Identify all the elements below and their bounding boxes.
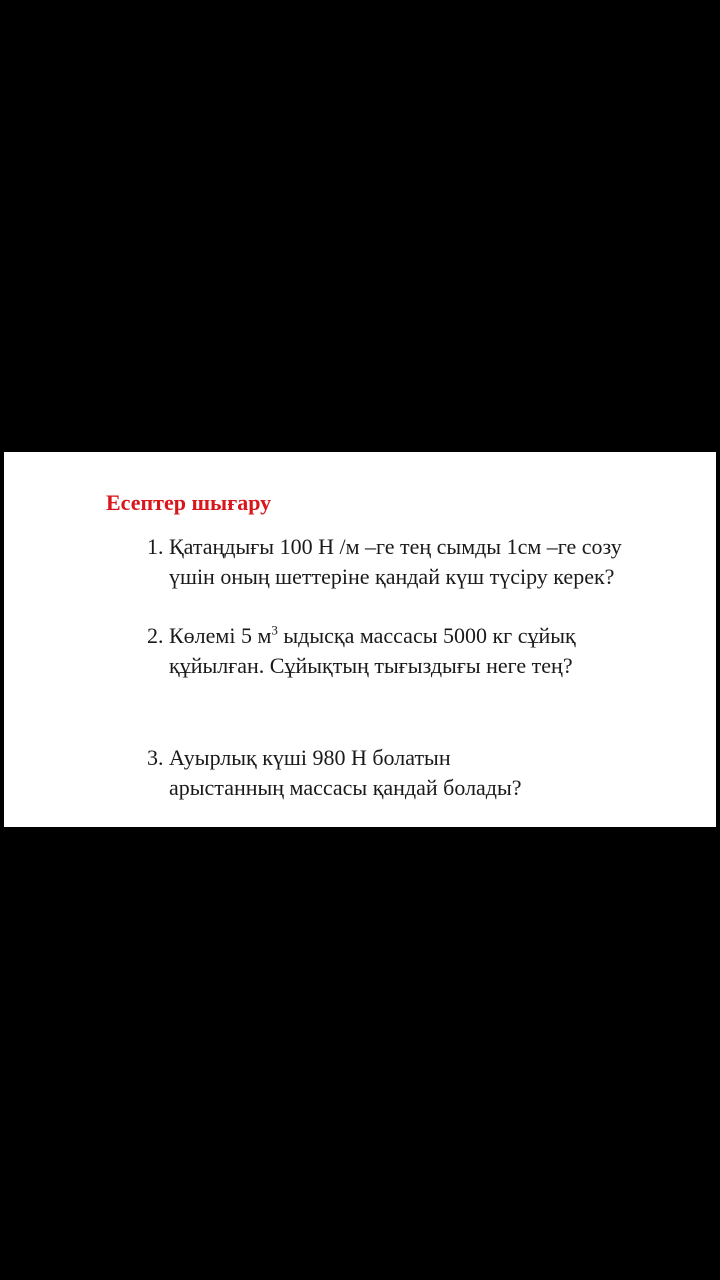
task-text-line: арыстанның массасы қандай болады? (169, 775, 522, 800)
task-number: 2. (147, 623, 164, 648)
task-text-line (147, 621, 707, 651)
task-item-3 (147, 743, 707, 803)
task-text-line: Қатаңдығы 100 Н /м –ге тең сымды 1см –ге созу (169, 534, 622, 559)
task-number: 3. (147, 745, 164, 770)
document-heading: Есептер шығару (106, 490, 272, 515)
task-text-segment: Көлемі 5 м (169, 623, 272, 648)
task-item-2 (147, 621, 707, 681)
task-text-segment: ыдысқа массасы 5000 кг сұйық (277, 623, 576, 648)
document-page (4, 452, 716, 827)
task-item-1 (147, 532, 707, 592)
task-text-line: үшін оның шеттеріне қандай күш түсіру керек? (169, 564, 615, 589)
superscript-exponent: 3 (271, 622, 278, 638)
task-text-line: Ауырлық күші 980 Н болатын (169, 745, 451, 770)
task-text-line: құйылған. Сұйықтың тығыздығы неге тең? (169, 653, 573, 678)
task-number: 1. (147, 534, 164, 559)
